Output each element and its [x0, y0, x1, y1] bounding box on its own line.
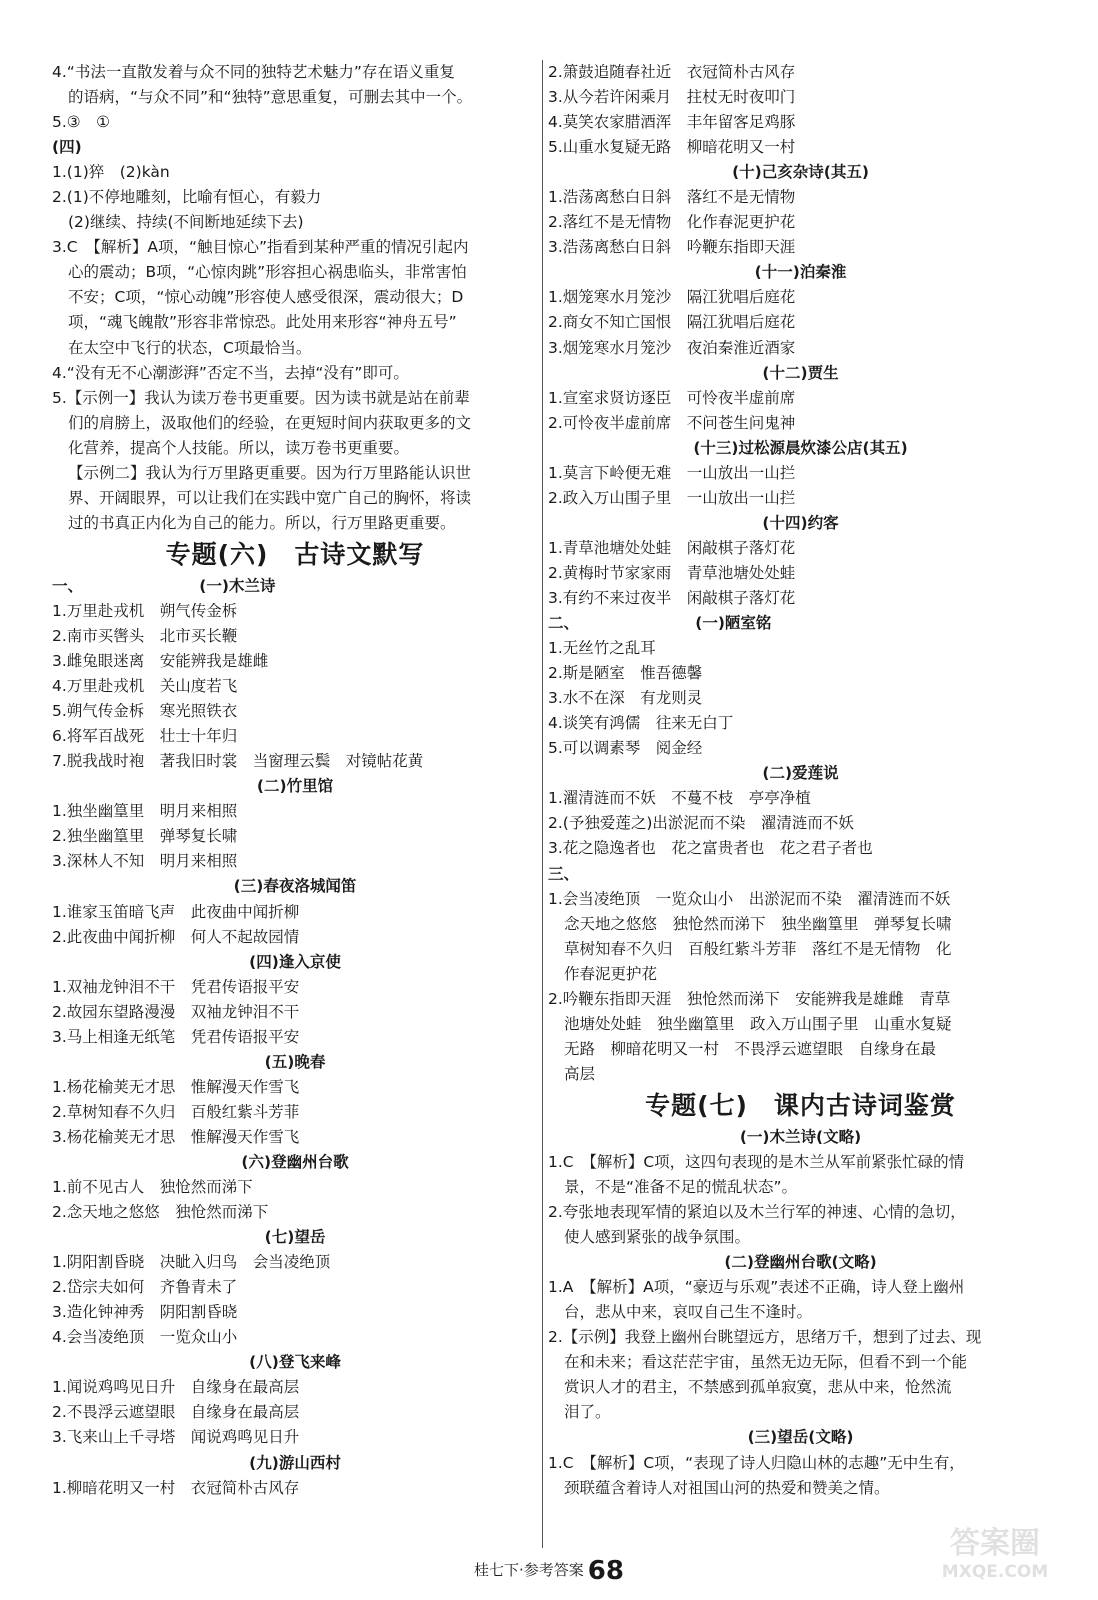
answer-line: 3.飞来山上千寻塔 闻说鸡鸣见日升 — [52, 1428, 300, 1447]
answer-line: 2.夸张地表现军情的紧迫以及木兰行军的神速、心情的急切， — [548, 1203, 966, 1222]
answer-line: 3.C 【解析】A项，“触目惊心”指看到某种严重的情况引起内 — [52, 238, 469, 257]
column-divider — [542, 60, 543, 1548]
subsection-heading: (十三)过松源晨炊漆公店(其五) — [693, 438, 908, 457]
answer-line-continued: 不安；C项，“惊心动魄”形容使人感受很深，震动很大；D — [68, 288, 464, 307]
answer-line: 1.(1)猝 (2)kàn — [52, 163, 170, 182]
answer-line: 1.无丝竹之乱耳 — [548, 639, 656, 658]
subsection-heading: (五)晚春 — [264, 1052, 326, 1071]
answer-line-continued: 化营养，提高个人技能。所以，读万卷书更重要。 — [68, 438, 410, 457]
answer-line: 5.【示例一】我认为读万卷书更重要。因为读书就是站在前辈 — [52, 388, 470, 407]
answer-line: 1.阴阳割昏晓 决眦入归鸟 会当凌绝顶 — [52, 1253, 331, 1272]
answer-line: 3.马上相逢无纸笔 凭君传语报平安 — [52, 1027, 300, 1046]
answer-line: 2.商女不知亡国恨 隔江犹唱后庭花 — [548, 313, 796, 332]
svg-text:答案圈: 答案圈 — [950, 1526, 1040, 1561]
answer-line: 1.宣室求贤访逐臣 可怜夜半虚前席 — [548, 388, 796, 407]
answer-line: 2.(1)不停地雕刻，比喻有恒心，有毅力 — [52, 188, 322, 207]
answer-line: 2.南市买辔头 北市买长鞭 — [52, 626, 238, 645]
answer-line-continued: 在和未来；看这茫茫宇宙，虽然无边无际，但看不到一个能 — [564, 1353, 968, 1372]
answer-line: 6.将军百战死 壮士十年归 — [52, 727, 238, 746]
answer-line: 1.A 【解析】A项，“豪迈与乐观”表述不正确，诗人登上幽州 — [548, 1278, 965, 1297]
answer-line: 2.箫鼓追随春社近 衣冠简朴古风存 — [548, 63, 796, 81]
answer-line: 1.烟笼寒水月笼沙 隔江犹唱后庭花 — [548, 288, 796, 307]
answer-line: 2.吟鞭东指即天涯 独怆然而涕下 安能辨我是雄雌 青草 — [548, 989, 951, 1008]
answer-line-continued: 项，“魂飞魄散”形容非常惊恐。此处用来形容“神舟五号” — [68, 313, 457, 332]
subsection-heading: (十一)泊秦淮 — [754, 263, 847, 282]
answer-line: 4.莫笑农家腊酒浑 丰年留客足鸡豚 — [548, 113, 796, 132]
page-number: 68 — [587, 1556, 624, 1586]
left-column — [52, 60, 538, 1501]
answer-line: 7.脱我战时袍 著我旧时裳 当窗理云鬓 对镜帖花黄 — [52, 752, 424, 771]
answer-line-continued: (2)继续、持续(不间断地延续下去) — [68, 213, 304, 232]
answer-line: 2.(予独爱莲之)出淤泥而不染 濯清涟而不妖 — [548, 814, 854, 833]
answer-line: 3.有约不来过夜半 闲敲棋子落灯花 — [548, 588, 796, 607]
subsection-heading: (十二)贾生 — [762, 363, 839, 382]
answer-line-continued: 的语病，“与众不同”和“独特”意思重复，可删去其中一个。 — [68, 88, 473, 107]
answer-line: 2.故园东望路漫漫 双袖龙钟泪不干 — [52, 1002, 300, 1021]
subsection-heading: (二)登幽州台歌(文略) — [724, 1253, 877, 1272]
section-title: 专题(六) 古诗文默写 — [165, 539, 425, 569]
answer-line-continued: 泪了。 — [564, 1403, 611, 1422]
answer-line: 2.独坐幽篁里 弹琴复长啸 — [52, 827, 238, 846]
answer-line: 5.可以调素琴 阅金经 — [548, 739, 703, 758]
subsection-heading: (八)登飞来峰 — [249, 1353, 341, 1372]
answer-line: 2.可怜夜半虚前席 不问苍生问鬼神 — [548, 413, 796, 432]
answer-line: 3.花之隐逸者也 花之富贵者也 花之君子者也 — [548, 839, 873, 858]
answer-line-continued: 无路 柳暗花明又一村 不畏浮云遮望眼 自缘身在最 — [564, 1039, 937, 1058]
subsection-heading: (二)竹里馆 — [256, 777, 334, 796]
answer-line: 3.烟笼寒水月笼沙 夜泊秦淮近酒家 — [548, 338, 796, 357]
footer-label: 桂七下·参考答案 — [474, 1561, 584, 1579]
answer-line: 3.水不在深 有龙则灵 — [548, 689, 703, 708]
answer-line-continued: 过的书真正内化为自己的能力。所以，行万里路更重要。 — [68, 513, 456, 532]
part-heading: 三、 — [548, 864, 580, 883]
subsection-heading: (一)木兰诗(文略) — [739, 1127, 862, 1146]
answer-line: 1.前不见古人 独怆然而涕下 — [52, 1178, 253, 1197]
answer-line: 1.万里赴戎机 朔气传金柝 — [52, 601, 238, 620]
answer-line: 5.朔气传金柝 寒光照铁衣 — [52, 702, 238, 721]
subsection-heading: (四)逢入京使 — [249, 952, 341, 971]
answer-line: 3.深林人不知 明月来相照 — [52, 852, 238, 871]
answer-line: 1.谁家玉笛暗飞声 此夜曲中闻折柳 — [52, 902, 300, 921]
answer-line: 1.独坐幽篁里 明月来相照 — [52, 802, 238, 821]
answer-line-continued: 界、开阔眼界，可以让我们在实践中宽广自己的胸怀，将读 — [68, 488, 472, 507]
answer-line: 2.念天地之悠悠 独怆然而涕下 — [52, 1203, 269, 1222]
answer-line: 4.“没有无不心潮澎湃”否定不当，去掉“没有”即可。 — [52, 363, 409, 382]
answer-line: 1.会当凌绝顶 一览众山小 出淤泥而不染 濯清涟而不妖 — [548, 889, 951, 908]
answer-line-continued: 草树知春不久归 百般红紫斗芳菲 落红不是无情物 化 — [564, 939, 952, 958]
answer-line: 5.③ ① — [52, 113, 111, 132]
answer-line: 3.造化钟神秀 阴阳割昏晓 — [52, 1303, 238, 1322]
answer-line-continued: 们的肩膀上，汲取他们的经验，在更短时间内获取更多的文 — [68, 413, 472, 432]
subsection-heading: (二)爱莲说 — [762, 764, 839, 783]
answer-line: 1.浩荡离愁白日斜 落红不是无情物 — [548, 188, 796, 207]
answer-line-continued: 高层 — [564, 1064, 596, 1083]
right-column — [548, 60, 1053, 1501]
answer-line-continued: 心的震动；B项，“心惊肉跳”形容担心祸患临头，非常害怕 — [68, 263, 467, 282]
answer-line-continued: 作春泥更护花 — [564, 964, 658, 983]
svg-text:MXQE.COM: MXQE.COM — [941, 1562, 1049, 1582]
answer-line: 2.落红不是无情物 化作春泥更护花 — [548, 213, 796, 232]
answer-line-continued: 景，不是“准备不足的慌乱状态”。 — [564, 1178, 798, 1197]
subsection-heading: (三)望岳(文略) — [747, 1428, 854, 1447]
answer-line-continued: 赏识人才的君主，不禁感到孤单寂寞，悲从中来，怆然流 — [564, 1378, 952, 1397]
answer-line: 4.会当凌绝顶 一览众山小 — [52, 1328, 238, 1347]
answer-line: 3.杨花榆荚无才思 惟解漫天作雪飞 — [52, 1127, 300, 1146]
answer-line: 1.C 【解析】C项，这四句表现的是木兰从军前紧张忙碌的情 — [548, 1152, 965, 1171]
answer-line: 1.青草池塘处处蛙 闲敲棋子落灯花 — [548, 538, 796, 557]
answer-line: 1.闻说鸡鸣见日升 自缘身在最高层 — [52, 1378, 300, 1397]
answer-line: 2.岱宗夫如何 齐鲁青未了 — [52, 1278, 238, 1297]
answer-line: 1.莫言下岭便无难 一山放出一山拦 — [548, 463, 796, 482]
answer-line-continued: 【示例二】我认为行万里路更重要。因为行万里路能认识世 — [68, 463, 472, 482]
answer-line-continued: 使人感到紧张的战争氛围。 — [564, 1228, 751, 1247]
answer-line: 1.双袖龙钟泪不干 凭君传语报平安 — [52, 977, 300, 996]
answer-line: 2.黄梅时节家家雨 青草池塘处处蛙 — [548, 563, 796, 582]
answer-line-continued: 颈联蕴含着诗人对祖国山河的热爱和赞美之情。 — [564, 1478, 890, 1497]
answer-line: 3.浩荡离愁白日斜 吟鞭东指即天涯 — [548, 238, 796, 257]
answer-line: 2.不畏浮云遮望眼 自缘身在最高层 — [52, 1403, 300, 1422]
subsection-heading: (七)望岳 — [264, 1228, 326, 1247]
answer-line: 4.谈笑有鸿儒 往来无白丁 — [548, 714, 734, 733]
answer-line: 4.“书法一直散发着与众不同的独特艺术魅力”存在语义重复 — [52, 63, 455, 81]
answer-line: 3.雌兔眼迷离 安能辨我是雄雌 — [52, 652, 269, 671]
section-title: 专题(七) 课内古诗词鉴赏 — [645, 1090, 956, 1120]
answer-line-continued: 在太空中飞行的状态，C项最恰当。 — [68, 338, 312, 357]
answer-line-continued: 念天地之悠悠 独怆然而涕下 独坐幽篁里 弹琴复长啸 — [564, 914, 952, 933]
answer-line: 2.政入万山围子里 一山放出一山拦 — [548, 488, 796, 507]
answer-line: 3.从今若许闲乘月 拄杖无时夜叩门 — [548, 88, 796, 107]
answer-line: 2.此夜曲中闻折柳 何人不起故园情 — [52, 927, 300, 946]
answer-line: 1.濯清涟而不妖 不蔓不枝 亭亭净植 — [548, 789, 811, 808]
subsection-heading: (三)春夜洛城闻笛 — [233, 877, 357, 896]
answer-line-continued: 台，悲从中来，哀叹自己生不逢时。 — [564, 1303, 813, 1322]
answer-line: 4.万里赴戎机 关山度若飞 — [52, 677, 238, 696]
subsection-heading: (十四)约客 — [762, 513, 839, 532]
subsection-heading: (六)登幽州台歌 — [241, 1152, 349, 1171]
answer-line: 1.C 【解析】C项，“表现了诗人归隐山林的志趣”无中生有， — [548, 1453, 965, 1472]
part-heading: (四) — [52, 138, 82, 157]
subsection-heading: (九)游山西村 — [249, 1453, 341, 1472]
part-heading: 一、 (一)木兰诗 — [52, 576, 276, 595]
answer-line: 1.杨花榆荚无才思 惟解漫天作雪飞 — [52, 1077, 300, 1096]
answer-line: 1.柳暗花明又一村 衣冠简朴古风存 — [52, 1478, 300, 1497]
watermark-logo — [905, 1515, 1085, 1585]
answer-line: 2.斯是陋室 惟吾德馨 — [548, 664, 703, 683]
answer-line: 5.山重水复疑无路 柳暗花明又一村 — [548, 138, 796, 157]
part-heading: 二、 (一)陋室铭 — [548, 614, 772, 633]
answer-line-continued: 池塘处处蛙 独坐幽篁里 政入万山围子里 山重水复疑 — [564, 1014, 952, 1033]
subsection-heading: (十)己亥杂诗(其五) — [732, 163, 869, 182]
answer-line: 2.草树知春不久归 百般红紫斗芳菲 — [52, 1102, 300, 1121]
answer-line: 2.【示例】我登上幽州台眺望远方，思绪万千，想到了过去、现 — [548, 1328, 982, 1347]
